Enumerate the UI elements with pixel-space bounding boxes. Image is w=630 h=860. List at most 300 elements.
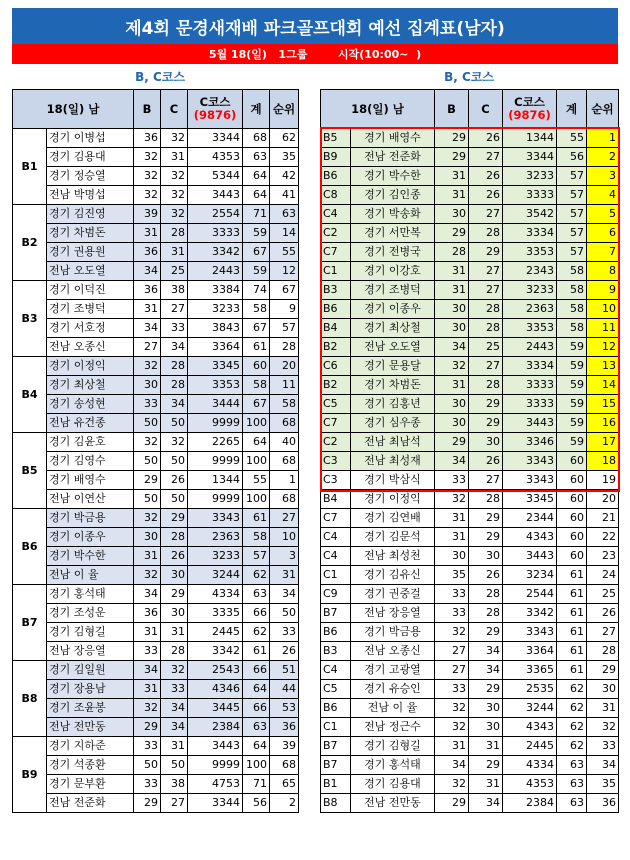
header-ccourse-code: (9876) (508, 108, 551, 122)
score-c-cell: 31 (161, 148, 188, 167)
score-c-cell: 33 (161, 680, 188, 699)
score-total-cell: 68 (243, 129, 270, 148)
group-code-cell: B1 (321, 775, 351, 794)
score-b-cell: 30 (435, 205, 469, 224)
left-pane (12, 89, 299, 813)
score-b-cell: 31 (134, 680, 161, 699)
player-name-cell: 경기 권용원 (47, 243, 134, 262)
group-cell: B9 (13, 737, 47, 813)
score-total-cell: 61 (557, 642, 587, 661)
score-total-cell: 62 (557, 699, 587, 718)
score-b-cell: 30 (134, 528, 161, 547)
score-code-cell: 3333 (188, 224, 243, 243)
score-b-cell: 27 (435, 642, 469, 661)
score-total-cell: 66 (243, 661, 270, 680)
score-code-cell: 3334 (503, 224, 557, 243)
score-code-cell: 3443 (188, 737, 243, 756)
score-code-cell: 3234 (503, 566, 557, 585)
score-rank-cell: 33 (270, 623, 299, 642)
table-row (321, 129, 619, 148)
score-c-cell: 28 (469, 224, 503, 243)
score-rank-cell: 42 (270, 167, 299, 186)
score-total-cell: 61 (557, 604, 587, 623)
player-name-cell: 경기 고광열 (351, 661, 435, 680)
group-code-cell: B5 (321, 129, 351, 148)
player-name-cell: 전남 최남석 (351, 433, 435, 452)
player-name-cell: 경기 문용달 (351, 357, 435, 376)
table-row (321, 490, 619, 509)
score-c-cell: 30 (469, 718, 503, 737)
score-rank-cell: 3 (270, 547, 299, 566)
score-b-cell: 31 (435, 509, 469, 528)
rank-cell: 31 (587, 699, 619, 718)
header-day: 18(일) 남 (13, 90, 134, 129)
score-c-cell: 50 (161, 490, 188, 509)
group-code-cell: C9 (321, 585, 351, 604)
player-name-cell: 경기 조성운 (47, 604, 134, 623)
score-code-cell: 2544 (503, 585, 557, 604)
score-code-cell: 3343 (188, 509, 243, 528)
player-name-cell: 경기 박삼식 (351, 471, 435, 490)
player-name-cell: 경기 송성현 (47, 395, 134, 414)
table-row (13, 414, 299, 433)
player-name-cell: 경기 조병덕 (351, 281, 435, 300)
group-cell: B2 (13, 205, 47, 281)
score-rank-cell: 41 (270, 186, 299, 205)
score-b-cell: 32 (435, 490, 469, 509)
group-code-cell: C1 (321, 718, 351, 737)
score-b-cell: 31 (435, 167, 469, 186)
table-row (13, 243, 299, 262)
score-rank-cell: 14 (270, 224, 299, 243)
header-b: B (435, 90, 469, 129)
score-b-cell: 31 (435, 528, 469, 547)
score-b-cell: 29 (435, 433, 469, 452)
score-c-cell: 34 (161, 699, 188, 718)
score-total-cell: 60 (557, 452, 587, 471)
player-name-cell: 경기 김문석 (351, 528, 435, 547)
rank-cell: 33 (587, 737, 619, 756)
score-total-cell: 62 (557, 737, 587, 756)
score-code-cell: 2384 (503, 794, 557, 813)
score-code-cell: 3345 (503, 490, 557, 509)
player-name-cell: 경기 조윤봉 (47, 699, 134, 718)
score-b-cell: 32 (435, 699, 469, 718)
score-total-cell: 63 (557, 775, 587, 794)
score-total-cell: 63 (243, 585, 270, 604)
score-code-cell: 5344 (188, 167, 243, 186)
score-b-cell: 31 (435, 376, 469, 395)
score-total-cell: 63 (243, 718, 270, 737)
score-total-cell: 58 (557, 262, 587, 281)
player-name-cell: 경기 문부환 (47, 775, 134, 794)
score-total-cell: 60 (557, 528, 587, 547)
score-code-cell: 4353 (503, 775, 557, 794)
score-c-cell: 28 (469, 585, 503, 604)
score-total-cell: 63 (557, 756, 587, 775)
player-name-cell: 전남 박명섭 (47, 186, 134, 205)
table-row (321, 680, 619, 699)
table-row (321, 148, 619, 167)
score-b-cell: 33 (134, 737, 161, 756)
table-row (13, 338, 299, 357)
score-c-cell: 29 (469, 756, 503, 775)
score-total-cell: 56 (557, 148, 587, 167)
score-c-cell: 28 (469, 490, 503, 509)
group-code-cell: B8 (321, 794, 351, 813)
score-code-cell: 2363 (188, 528, 243, 547)
score-code-cell: 9999 (188, 414, 243, 433)
score-total-cell: 67 (243, 243, 270, 262)
player-name-cell: 경기 김홍년 (351, 395, 435, 414)
score-c-cell: 38 (161, 281, 188, 300)
score-code-cell: 4343 (503, 528, 557, 547)
player-name-cell: 경기 이종우 (47, 528, 134, 547)
score-b-cell: 32 (134, 186, 161, 205)
player-name-cell: 경기 김윤호 (47, 433, 134, 452)
table-row (321, 167, 619, 186)
score-c-cell: 26 (469, 186, 503, 205)
score-rank-cell: 9 (270, 300, 299, 319)
player-name-cell: 경기 이덕진 (47, 281, 134, 300)
table-row (321, 699, 619, 718)
table-row (321, 338, 619, 357)
rank-cell: 7 (587, 243, 619, 262)
rank-cell: 32 (587, 718, 619, 737)
score-b-cell: 34 (435, 756, 469, 775)
group-code-cell: C1 (321, 566, 351, 585)
score-total-cell: 60 (557, 547, 587, 566)
player-name-cell: 전남 이연산 (47, 490, 134, 509)
score-total-cell: 62 (557, 718, 587, 737)
score-c-cell: 27 (469, 148, 503, 167)
score-b-cell: 31 (134, 300, 161, 319)
score-b-cell: 32 (134, 357, 161, 376)
score-b-cell: 30 (134, 376, 161, 395)
group-code-cell: C4 (321, 528, 351, 547)
group-cell: B7 (13, 585, 47, 661)
table-row (13, 395, 299, 414)
table-row (13, 604, 299, 623)
score-b-cell: 36 (134, 243, 161, 262)
score-c-cell: 28 (161, 224, 188, 243)
score-b-cell: 34 (134, 262, 161, 281)
table-row (13, 452, 299, 471)
score-code-cell: 3244 (188, 566, 243, 585)
player-name-cell: 경기 정승열 (47, 167, 134, 186)
rank-cell: 27 (587, 623, 619, 642)
score-total-cell: 67 (243, 395, 270, 414)
table-row (321, 585, 619, 604)
score-total-cell: 60 (243, 357, 270, 376)
score-rank-cell: 34 (270, 585, 299, 604)
header-rank: 순위 (270, 90, 299, 129)
rank-cell: 9 (587, 281, 619, 300)
score-code-cell: 2445 (188, 623, 243, 642)
score-b-cell: 50 (134, 756, 161, 775)
score-b-cell: 32 (435, 623, 469, 642)
rank-cell: 12 (587, 338, 619, 357)
score-code-cell: 3346 (503, 433, 557, 452)
player-name-cell: 전남 장응열 (351, 604, 435, 623)
player-name-cell: 경기 홍석태 (351, 756, 435, 775)
score-code-cell: 4753 (188, 775, 243, 794)
score-c-cell: 34 (161, 718, 188, 737)
player-name-cell: 전남 장응열 (47, 642, 134, 661)
score-code-cell: 3343 (503, 452, 557, 471)
score-c-cell: 25 (161, 262, 188, 281)
score-rank-cell: 50 (270, 604, 299, 623)
score-b-cell: 30 (435, 300, 469, 319)
score-total-cell: 59 (557, 357, 587, 376)
score-code-cell: 3333 (503, 186, 557, 205)
group-code-cell: C1 (321, 262, 351, 281)
table-row (321, 186, 619, 205)
score-total-cell: 56 (243, 794, 270, 813)
score-b-cell: 29 (134, 718, 161, 737)
score-total-cell: 74 (243, 281, 270, 300)
score-total-cell: 60 (557, 471, 587, 490)
table-row (13, 148, 299, 167)
group-code-cell: B2 (321, 376, 351, 395)
score-b-cell: 27 (134, 338, 161, 357)
table-row (13, 186, 299, 205)
score-b-cell: 31 (435, 737, 469, 756)
right-pane (320, 89, 619, 813)
score-b-cell: 33 (435, 604, 469, 623)
score-b-cell: 50 (134, 452, 161, 471)
table-row (321, 205, 619, 224)
score-code-cell: 3365 (503, 661, 557, 680)
score-b-cell: 36 (134, 129, 161, 148)
score-code-cell: 3233 (188, 300, 243, 319)
score-b-cell: 36 (134, 604, 161, 623)
score-b-cell: 33 (435, 680, 469, 699)
score-code-cell: 2344 (503, 509, 557, 528)
score-b-cell: 33 (134, 775, 161, 794)
score-c-cell: 31 (469, 775, 503, 794)
score-c-cell: 50 (161, 414, 188, 433)
score-rank-cell: 68 (270, 414, 299, 433)
table-row (13, 699, 299, 718)
score-b-cell: 29 (435, 148, 469, 167)
score-rank-cell: 62 (270, 129, 299, 148)
score-b-cell: 32 (435, 775, 469, 794)
table-row (13, 376, 299, 395)
header-ccourse-code: (9876) (193, 108, 237, 122)
rank-cell: 21 (587, 509, 619, 528)
group-code-cell: B6 (321, 167, 351, 186)
table-row (321, 528, 619, 547)
score-c-cell: 26 (469, 452, 503, 471)
player-name-cell: 경기 김용대 (47, 148, 134, 167)
score-rank-cell: 68 (270, 452, 299, 471)
table-row (13, 509, 299, 528)
player-name-cell: 경기 차범돈 (47, 224, 134, 243)
score-c-cell: 27 (469, 262, 503, 281)
group-table-body (13, 129, 299, 813)
score-total-cell: 60 (557, 490, 587, 509)
rank-cell: 34 (587, 756, 619, 775)
table-row (321, 414, 619, 433)
score-total-cell: 55 (557, 129, 587, 148)
rank-cell: 4 (587, 186, 619, 205)
rank-cell: 6 (587, 224, 619, 243)
player-name-cell: 경기 차범돈 (351, 376, 435, 395)
player-name-cell: 경기 김영수 (47, 452, 134, 471)
player-name-cell: 경기 심우종 (351, 414, 435, 433)
score-c-cell: 34 (469, 794, 503, 813)
score-b-cell: 28 (435, 243, 469, 262)
table-row (321, 737, 619, 756)
score-c-cell: 28 (161, 642, 188, 661)
score-total-cell: 59 (243, 262, 270, 281)
score-total-cell: 60 (557, 509, 587, 528)
score-rank-cell: 36 (270, 718, 299, 737)
score-code-cell: 9999 (188, 756, 243, 775)
score-code-cell: 2363 (503, 300, 557, 319)
group-cell: B5 (13, 433, 47, 509)
score-code-cell: 3384 (188, 281, 243, 300)
table-row (321, 395, 619, 414)
group-code-cell: C7 (321, 243, 351, 262)
table-row (321, 357, 619, 376)
score-c-cell: 25 (469, 338, 503, 357)
score-c-cell: 27 (469, 471, 503, 490)
score-code-cell: 3542 (503, 205, 557, 224)
score-b-cell: 32 (134, 699, 161, 718)
score-rank-cell: 57 (270, 319, 299, 338)
score-c-cell: 34 (161, 395, 188, 414)
player-name-cell: 전남 오종신 (47, 338, 134, 357)
score-b-cell: 34 (435, 338, 469, 357)
score-rank-cell: 53 (270, 699, 299, 718)
table-row (13, 737, 299, 756)
score-code-cell: 3342 (188, 642, 243, 661)
score-total-cell: 100 (243, 756, 270, 775)
score-c-cell: 29 (469, 509, 503, 528)
score-c-cell: 26 (161, 547, 188, 566)
table-row (321, 281, 619, 300)
player-name-cell: 경기 배영수 (47, 471, 134, 490)
table-row (321, 509, 619, 528)
score-total-cell: 63 (243, 148, 270, 167)
score-b-cell: 29 (435, 224, 469, 243)
group-code-cell: B7 (321, 737, 351, 756)
score-c-cell: 27 (469, 205, 503, 224)
player-name-cell: 경기 김인종 (351, 186, 435, 205)
score-c-cell: 28 (469, 376, 503, 395)
player-name-cell: 경기 이정익 (47, 357, 134, 376)
score-total-cell: 57 (243, 547, 270, 566)
group-code-cell: B6 (321, 623, 351, 642)
group-code-cell: B7 (321, 604, 351, 623)
table-row (321, 756, 619, 775)
rank-cell: 22 (587, 528, 619, 547)
score-b-cell: 31 (435, 281, 469, 300)
score-total-cell: 62 (557, 680, 587, 699)
group-code-cell: B3 (321, 642, 351, 661)
group-cell: B3 (13, 281, 47, 357)
score-code-cell: 3843 (188, 319, 243, 338)
rank-cell: 29 (587, 661, 619, 680)
score-code-cell: 9999 (188, 452, 243, 471)
score-rank-cell: 67 (270, 281, 299, 300)
score-code-cell: 3353 (188, 376, 243, 395)
score-rank-cell: 68 (270, 756, 299, 775)
rank-cell: 1 (587, 129, 619, 148)
player-name-cell: 경기 김형길 (47, 623, 134, 642)
score-code-cell: 4343 (503, 718, 557, 737)
player-name-cell: 경기 지하준 (47, 737, 134, 756)
rank-cell: 3 (587, 167, 619, 186)
score-b-cell: 33 (435, 585, 469, 604)
score-total-cell: 58 (557, 300, 587, 319)
player-name-cell: 전남 오종신 (351, 642, 435, 661)
score-code-cell: 2445 (503, 737, 557, 756)
score-total-cell: 59 (557, 338, 587, 357)
score-total-cell: 62 (243, 623, 270, 642)
score-total-cell: 66 (243, 604, 270, 623)
table-row (13, 319, 299, 338)
player-name-cell: 전남 전만동 (351, 794, 435, 813)
rank-cell: 14 (587, 376, 619, 395)
score-code-cell: 3244 (503, 699, 557, 718)
schedule-banner: 5월 18(일) 1그룹 시작(10:00~ ) (12, 44, 618, 64)
score-c-cell: 31 (161, 243, 188, 262)
score-code-cell: 3344 (503, 148, 557, 167)
score-b-cell: 33 (435, 471, 469, 490)
rank-cell: 11 (587, 319, 619, 338)
player-name-cell: 경기 장용남 (47, 680, 134, 699)
group-code-cell: B7 (321, 756, 351, 775)
group-code-cell: C8 (321, 186, 351, 205)
score-total-cell: 62 (243, 566, 270, 585)
group-code-cell: C5 (321, 395, 351, 414)
score-b-cell: 32 (435, 718, 469, 737)
score-total-cell: 61 (243, 509, 270, 528)
score-code-cell: 3353 (503, 319, 557, 338)
table-row (321, 433, 619, 452)
score-rank-cell: 51 (270, 661, 299, 680)
group-code-cell: C2 (321, 224, 351, 243)
player-name-cell: 전남 이 율 (351, 699, 435, 718)
player-name-cell: 경기 권중걸 (351, 585, 435, 604)
score-total-cell: 58 (557, 319, 587, 338)
right-course-label: B, C코스 (444, 69, 494, 84)
score-total-cell: 100 (243, 414, 270, 433)
player-name-cell: 경기 이병섭 (47, 129, 134, 148)
table-row (13, 129, 299, 148)
score-total-cell: 100 (243, 452, 270, 471)
sheet-title: 제4회 문경새재배 파크골프대회 예선 집계표(남자) (12, 8, 618, 44)
player-name-cell: 경기 김용대 (351, 775, 435, 794)
rank-cell: 23 (587, 547, 619, 566)
score-code-cell: 3444 (188, 395, 243, 414)
table-row (13, 566, 299, 585)
player-name-cell: 경기 석종환 (47, 756, 134, 775)
score-c-cell: 30 (161, 566, 188, 585)
score-rank-cell: 55 (270, 243, 299, 262)
table-row (13, 623, 299, 642)
group-code-cell: B3 (321, 281, 351, 300)
score-c-cell: 32 (161, 186, 188, 205)
score-code-cell: 3335 (188, 604, 243, 623)
score-total-cell: 58 (243, 376, 270, 395)
player-name-cell: 경기 이강호 (351, 262, 435, 281)
score-c-cell: 29 (161, 585, 188, 604)
score-c-cell: 50 (161, 756, 188, 775)
